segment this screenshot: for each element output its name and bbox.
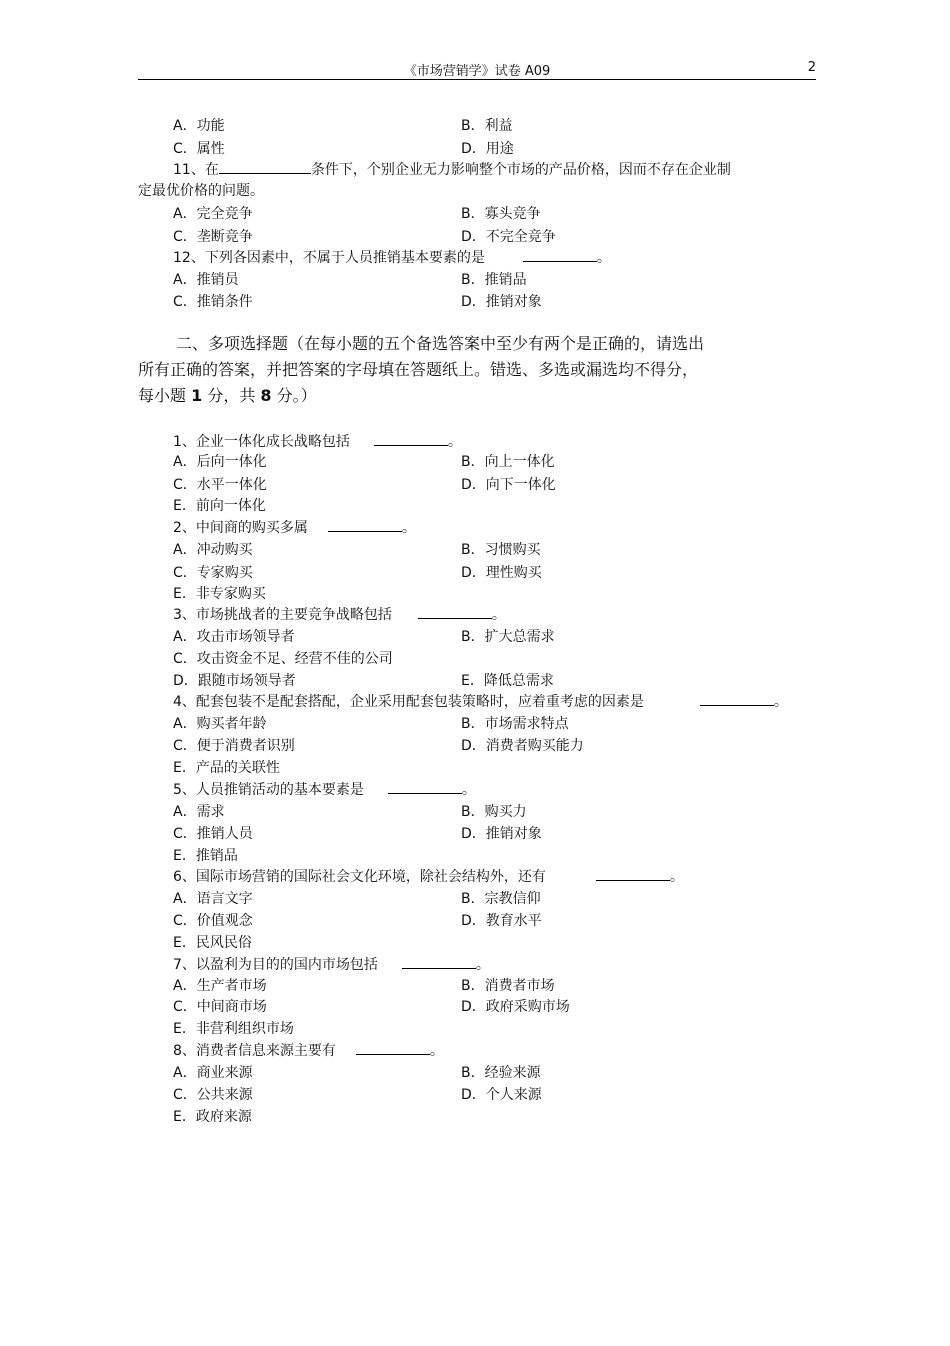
q10-option-a: A．功能 [173,118,225,134]
mq3-stem-text: 3、市场挑战者的主要竞争战略包括 [173,607,392,623]
q11-suffix: 条件下，个别企业无力影响整个市场的产品价格，因而不存在企业制 [310,162,731,178]
mq2-option-d: D．理性购买 [461,565,542,581]
mq1-option-a: A．后向一体化 [173,454,267,470]
mq4-option-b: B．市场需求特点 [461,716,569,732]
mq7-answer-blank [402,956,476,969]
mq1-option-b: B．向上一体化 [461,454,555,470]
mq7-option-e: E．非营利组织市场 [173,1021,294,1037]
mq1-stem [173,433,462,451]
mq8-option-d: D．个人来源 [461,1087,542,1103]
mq4-option-e: E．产品的关联性 [173,760,280,776]
q12-option-a: A．推销员 [173,272,239,288]
section2-heading-line2: 所有正确的答案，并把答案的字母填在答题纸上。错选、多选或漏选均不得分， [138,360,699,379]
mq3-stem-end: 。 [491,607,506,623]
mq2-stem-text: 2、中间商的购买多属 [173,520,308,536]
mq4-option-c: C．便于消费者识别 [173,738,295,754]
section2-text: 每小题 [138,386,192,405]
mq3-option-a: A．攻击市场领导者 [173,629,295,645]
mq7-stem-end: 。 [475,957,490,973]
mq1-answer-blank [374,433,448,446]
q11-stem [173,161,731,179]
mq4-stem [173,693,788,711]
mq7-option-b: B．消费者市场 [461,978,555,994]
mq1-option-c: C．水平一体化 [173,477,267,493]
section2-points-each: 1 [191,386,203,405]
mq4-stem-end: 。 [773,694,788,710]
mq2-option-b: B．习惯购买 [461,542,541,558]
mq7-option-d: D．政府采购市场 [461,999,570,1015]
mq5-option-b: B．购买力 [461,804,527,820]
mq6-option-d: D．教育水平 [461,913,542,929]
mq7-stem [173,956,490,974]
q11-stem-continued: 定最优价格的问题。 [138,183,264,199]
q12-option-d: D．推销对象 [461,294,542,310]
mq3-option-b: B．扩大总需求 [461,629,555,645]
mq2-option-a: A．冲动购买 [173,542,253,558]
q11-option-a: A．完全竞争 [173,206,253,222]
mq6-answer-blank [596,868,670,881]
mq3-option-e: E．降低总需求 [461,673,554,689]
q12-option-b: B．推销品 [461,272,527,288]
mq4-option-d: D．消费者购买能力 [461,738,584,754]
section2-text: 分，共 [202,386,261,405]
mq5-option-a: A．需求 [173,804,225,820]
mq1-stem-text: 1、企业一体化成长战略包括 [173,434,350,450]
q11-option-c: C．垄断竞争 [173,229,253,245]
mq5-option-e: E．推销品 [173,848,238,864]
q12-suffix: 。 [596,250,611,266]
mq3-answer-blank [418,606,492,619]
page-header [138,58,816,78]
mq4-stem-text: 4、配套包装不是配套搭配，企业采用配套包装策略时，应着重考虑的因素是 [173,694,644,710]
mq8-option-e: E．政府来源 [173,1109,252,1125]
q10-option-d: D．用途 [461,141,514,157]
mq1-stem-end: 。 [447,434,462,450]
mq6-stem-end: 。 [669,869,684,885]
mq8-option-a: A．商业来源 [173,1065,253,1081]
mq5-stem-text: 5、人员推销活动的基本要素是 [173,782,364,798]
section2-heading-line3 [138,385,317,407]
mq6-option-a: A．语言文字 [173,891,253,907]
mq1-option-e: E．前向一体化 [173,498,266,514]
q12-prefix: 12、下列各因素中，不属于人员推销基本要素的是 [173,250,485,266]
mq2-option-e: E．非专家购买 [173,586,266,602]
q12-stem [173,249,611,267]
mq7-option-a: A．生产者市场 [173,978,267,994]
mq2-stem [173,519,416,537]
mq5-option-d: D．推销对象 [461,826,542,842]
q12-option-c: C．推销条件 [173,294,253,310]
q12-answer-blank [523,249,597,262]
page-number: 2 [807,60,816,75]
section2-points-total: 8 [260,386,272,405]
q11-option-b: B．寡头竞争 [461,206,541,222]
mq4-option-a: A．购买者年龄 [173,716,267,732]
mq7-option-c: C．中间商市场 [173,999,267,1015]
mq5-stem-end: 。 [461,782,476,798]
mq8-stem-end: 。 [429,1043,444,1059]
mq4-answer-blank [700,693,774,706]
mq3-option-c: C．攻击资金不足、经营不佳的公司 [173,651,393,667]
mq6-option-c: C．价值观念 [173,913,253,929]
q10-option-b: B．利益 [461,118,513,134]
mq6-option-b: B．宗教信仰 [461,891,541,907]
q10-option-c: C．属性 [173,141,225,157]
mq1-option-d: D．向下一体化 [461,477,556,493]
mq2-option-c: C．专家购买 [173,565,253,581]
mq3-stem [173,606,506,624]
mq7-stem-text: 7、以盈利为目的的国内市场包括 [173,957,378,973]
mq8-stem [173,1042,444,1060]
header-title: 《市场营销学》试卷 A09 [403,64,551,79]
mq6-option-e: E．民风民俗 [173,935,252,951]
mq2-stem-end: 。 [401,520,416,536]
section2-heading-line1: 二、多项选择题（在每小题的五个备选答案中至少有两个是正确的，请选出 [176,334,705,353]
mq6-stem [173,868,684,886]
mq5-stem [173,781,476,799]
q11-option-d: D．不完全竞争 [461,229,556,245]
mq8-answer-blank [356,1042,430,1055]
mq2-answer-blank [328,519,402,532]
q11-answer-blank [219,161,311,174]
mq8-option-b: B．经验来源 [461,1065,541,1081]
mq5-answer-blank [388,781,462,794]
section2-text: 分。） [271,386,317,405]
mq8-option-c: C．公共来源 [173,1087,253,1103]
mq6-stem-text: 6、国际市场营销的国际社会文化环境，除社会结构外，还有 [173,869,546,885]
q11-prefix: 11、在 [173,162,219,178]
mq8-stem-text: 8、消费者信息来源主要有 [173,1043,336,1059]
header-rule [138,79,816,80]
mq3-option-d: D．跟随市场领导者 [173,673,296,689]
mq5-option-c: C．推销人员 [173,826,253,842]
